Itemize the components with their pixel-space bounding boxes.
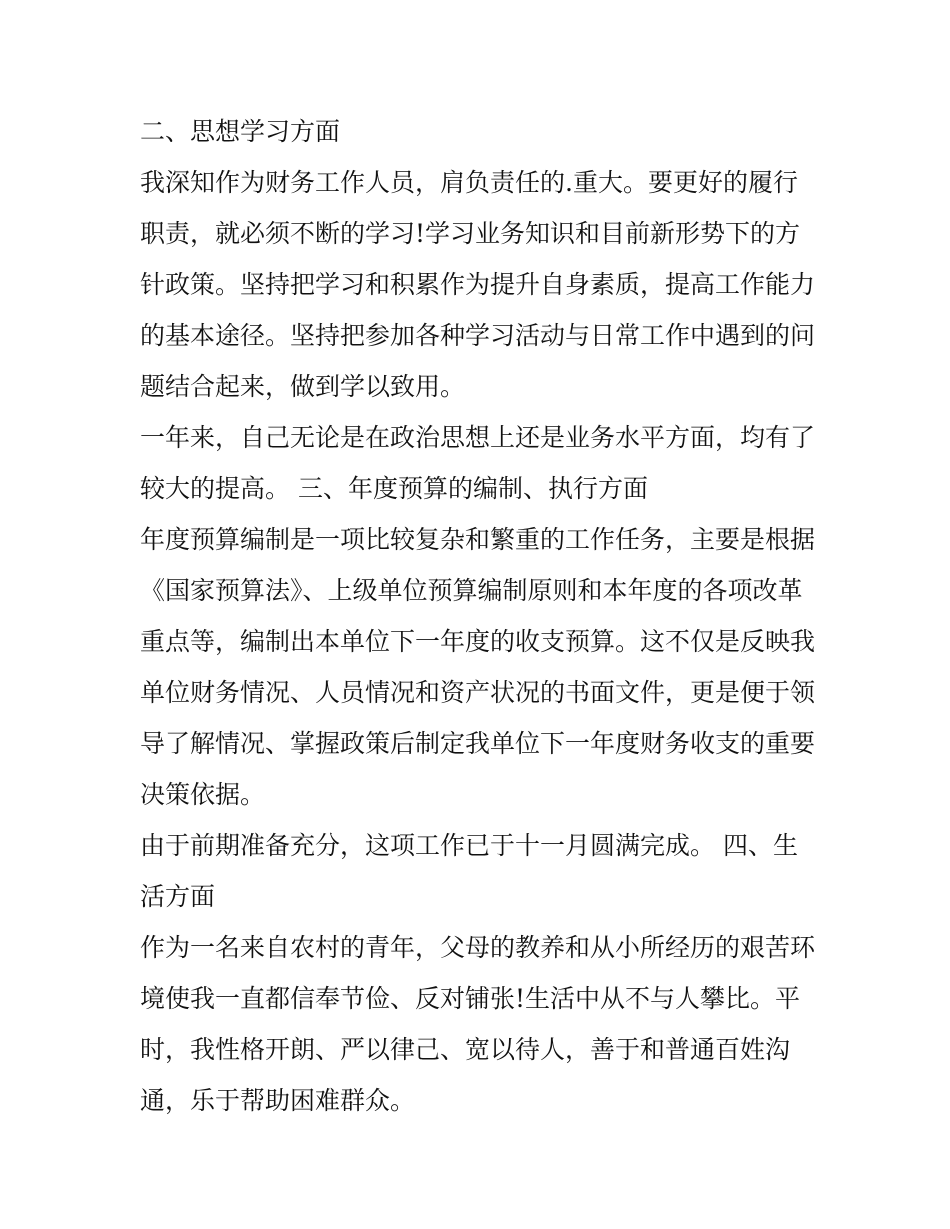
- section-heading-thought-study: 二、思想学习方面: [140, 117, 341, 146]
- paragraph-budget-compilation: 年度预算编制是一项比较复杂和繁重的工作任务，主要是根据《国家预算法》、上级单位预算编制原则和本年度的各项改革重点等，编制出本单位下一年度的收支预算。这不仅是反映我单位财务情况、人员情况和资产状况的书面文件，更是便于领导了解情况、掌握政策后制定我单位下一年度财务收支的重要决策依据。: [140, 525, 816, 809]
- document-body: [140, 106, 820, 1126]
- paragraph-life-aspect: 作为一名来自农村的青年，父母的教养和从小所经历的艰苦环境使我一直都信奉节俭、反对铺张!生活中从不与人攀比。平时，我性格开朗、严以律己、宽以待人，善于和普通百姓沟通，乐于帮助困难群众。: [140, 933, 816, 1115]
- paragraph-budget-completion: 由于前期准备充分，这项工作已于十一月圆满完成。 四、生活方面: [140, 831, 798, 911]
- paragraph-study-duty: 我深知作为财务工作人员，肩负责任的.重大。要更好的履行职责，就必须不断的学习!学习业务知识和目前新形势下的方针政策。坚持把学习和积累作为提升自身素质，提高工作能力的基本途径。坚持把参加各种学习活动与日常工作中遇到的问题结合起来，做到学以致用。: [140, 168, 816, 401]
- paragraph-year-progress: 一年来，自己无论是在政治思想上还是业务水平方面，均有了较大的提高。 三、年度预算的编制、执行方面: [140, 423, 816, 503]
